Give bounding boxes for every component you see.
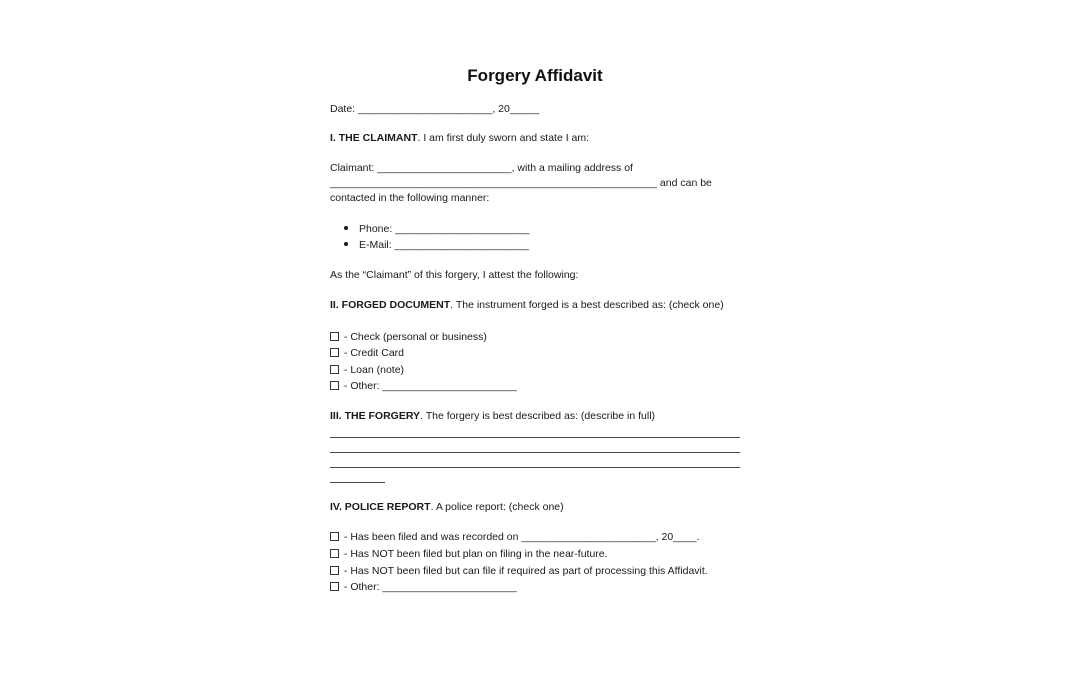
description-line bbox=[330, 482, 385, 483]
section-forged-document-heading: II. FORGED DOCUMENT bbox=[330, 299, 451, 311]
section-police-report bbox=[330, 501, 564, 514]
checkbox-label: - Loan (note) bbox=[341, 364, 405, 376]
checkbox-item bbox=[330, 380, 517, 393]
checkbox-icon bbox=[330, 348, 339, 357]
description-line bbox=[330, 437, 740, 438]
section-forged-document bbox=[330, 299, 724, 312]
section-forged-document-text: . The instrument forged is a best described as: (check one) bbox=[450, 299, 724, 311]
checkbox-icon bbox=[330, 381, 339, 390]
checkbox-icon bbox=[330, 532, 339, 541]
phone-line: Phone: _______________________ bbox=[359, 223, 530, 235]
contact-line: contacted in the following manner: bbox=[330, 192, 490, 204]
checkbox-label: - Has NOT been filed but can file if required as part of processing this Affidavit. bbox=[341, 565, 708, 577]
checkbox-label: - Credit Card bbox=[341, 347, 405, 359]
section-claimant bbox=[330, 132, 589, 145]
checkbox-icon bbox=[330, 582, 339, 591]
document-title: Forgery Affidavit bbox=[467, 66, 603, 85]
description-line bbox=[330, 467, 740, 468]
section-police-report-text: . A police report: (check one) bbox=[430, 501, 564, 513]
list-item-phone bbox=[344, 223, 530, 236]
checkbox-label: - Has been filed and was recorded on _______________________, 20____. bbox=[341, 531, 700, 543]
checkbox-item bbox=[330, 581, 517, 594]
list-item-email bbox=[344, 239, 529, 252]
checkbox-item bbox=[330, 331, 487, 344]
section-forgery bbox=[330, 410, 655, 423]
claimant-line: Claimant: _______________________, with a mailing address of bbox=[330, 162, 633, 174]
checkbox-item bbox=[330, 565, 708, 578]
checkbox-label: - Has NOT been filed but plan on filing in the near-future. bbox=[341, 548, 608, 560]
checkbox-label: - Check (personal or business) bbox=[341, 331, 487, 343]
section-forgery-text: . The forgery is best described as: (describe in full) bbox=[420, 410, 656, 422]
section-forgery-heading: III. THE FORGERY bbox=[330, 410, 421, 422]
address-line: ________________________________________________________ and can be bbox=[330, 177, 712, 189]
attest-line: As the “Claimant” of this forgery, I attest the following: bbox=[330, 269, 579, 281]
checkbox-item bbox=[330, 364, 404, 377]
section-claimant-heading: I. THE CLAIMANT bbox=[330, 132, 418, 144]
checkbox-icon bbox=[330, 365, 339, 374]
date-line: Date: _______________________, 20_____ bbox=[330, 103, 540, 115]
checkbox-icon bbox=[330, 549, 339, 558]
checkbox-label: - Other: _______________________ bbox=[341, 581, 517, 593]
checkbox-item bbox=[330, 347, 404, 360]
checkbox-icon bbox=[330, 332, 339, 341]
bullet-icon bbox=[344, 226, 348, 230]
checkbox-item bbox=[330, 548, 608, 561]
bullet-icon bbox=[344, 242, 348, 246]
email-line: E-Mail: _______________________ bbox=[359, 239, 529, 251]
section-police-report-heading: IV. POLICE REPORT bbox=[330, 501, 431, 513]
section-claimant-text: . I am first duly sworn and state I am: bbox=[417, 132, 590, 144]
checkbox-item bbox=[330, 531, 699, 544]
description-line bbox=[330, 452, 740, 453]
checkbox-icon bbox=[330, 566, 339, 575]
checkbox-label: - Other: _______________________ bbox=[341, 380, 517, 392]
